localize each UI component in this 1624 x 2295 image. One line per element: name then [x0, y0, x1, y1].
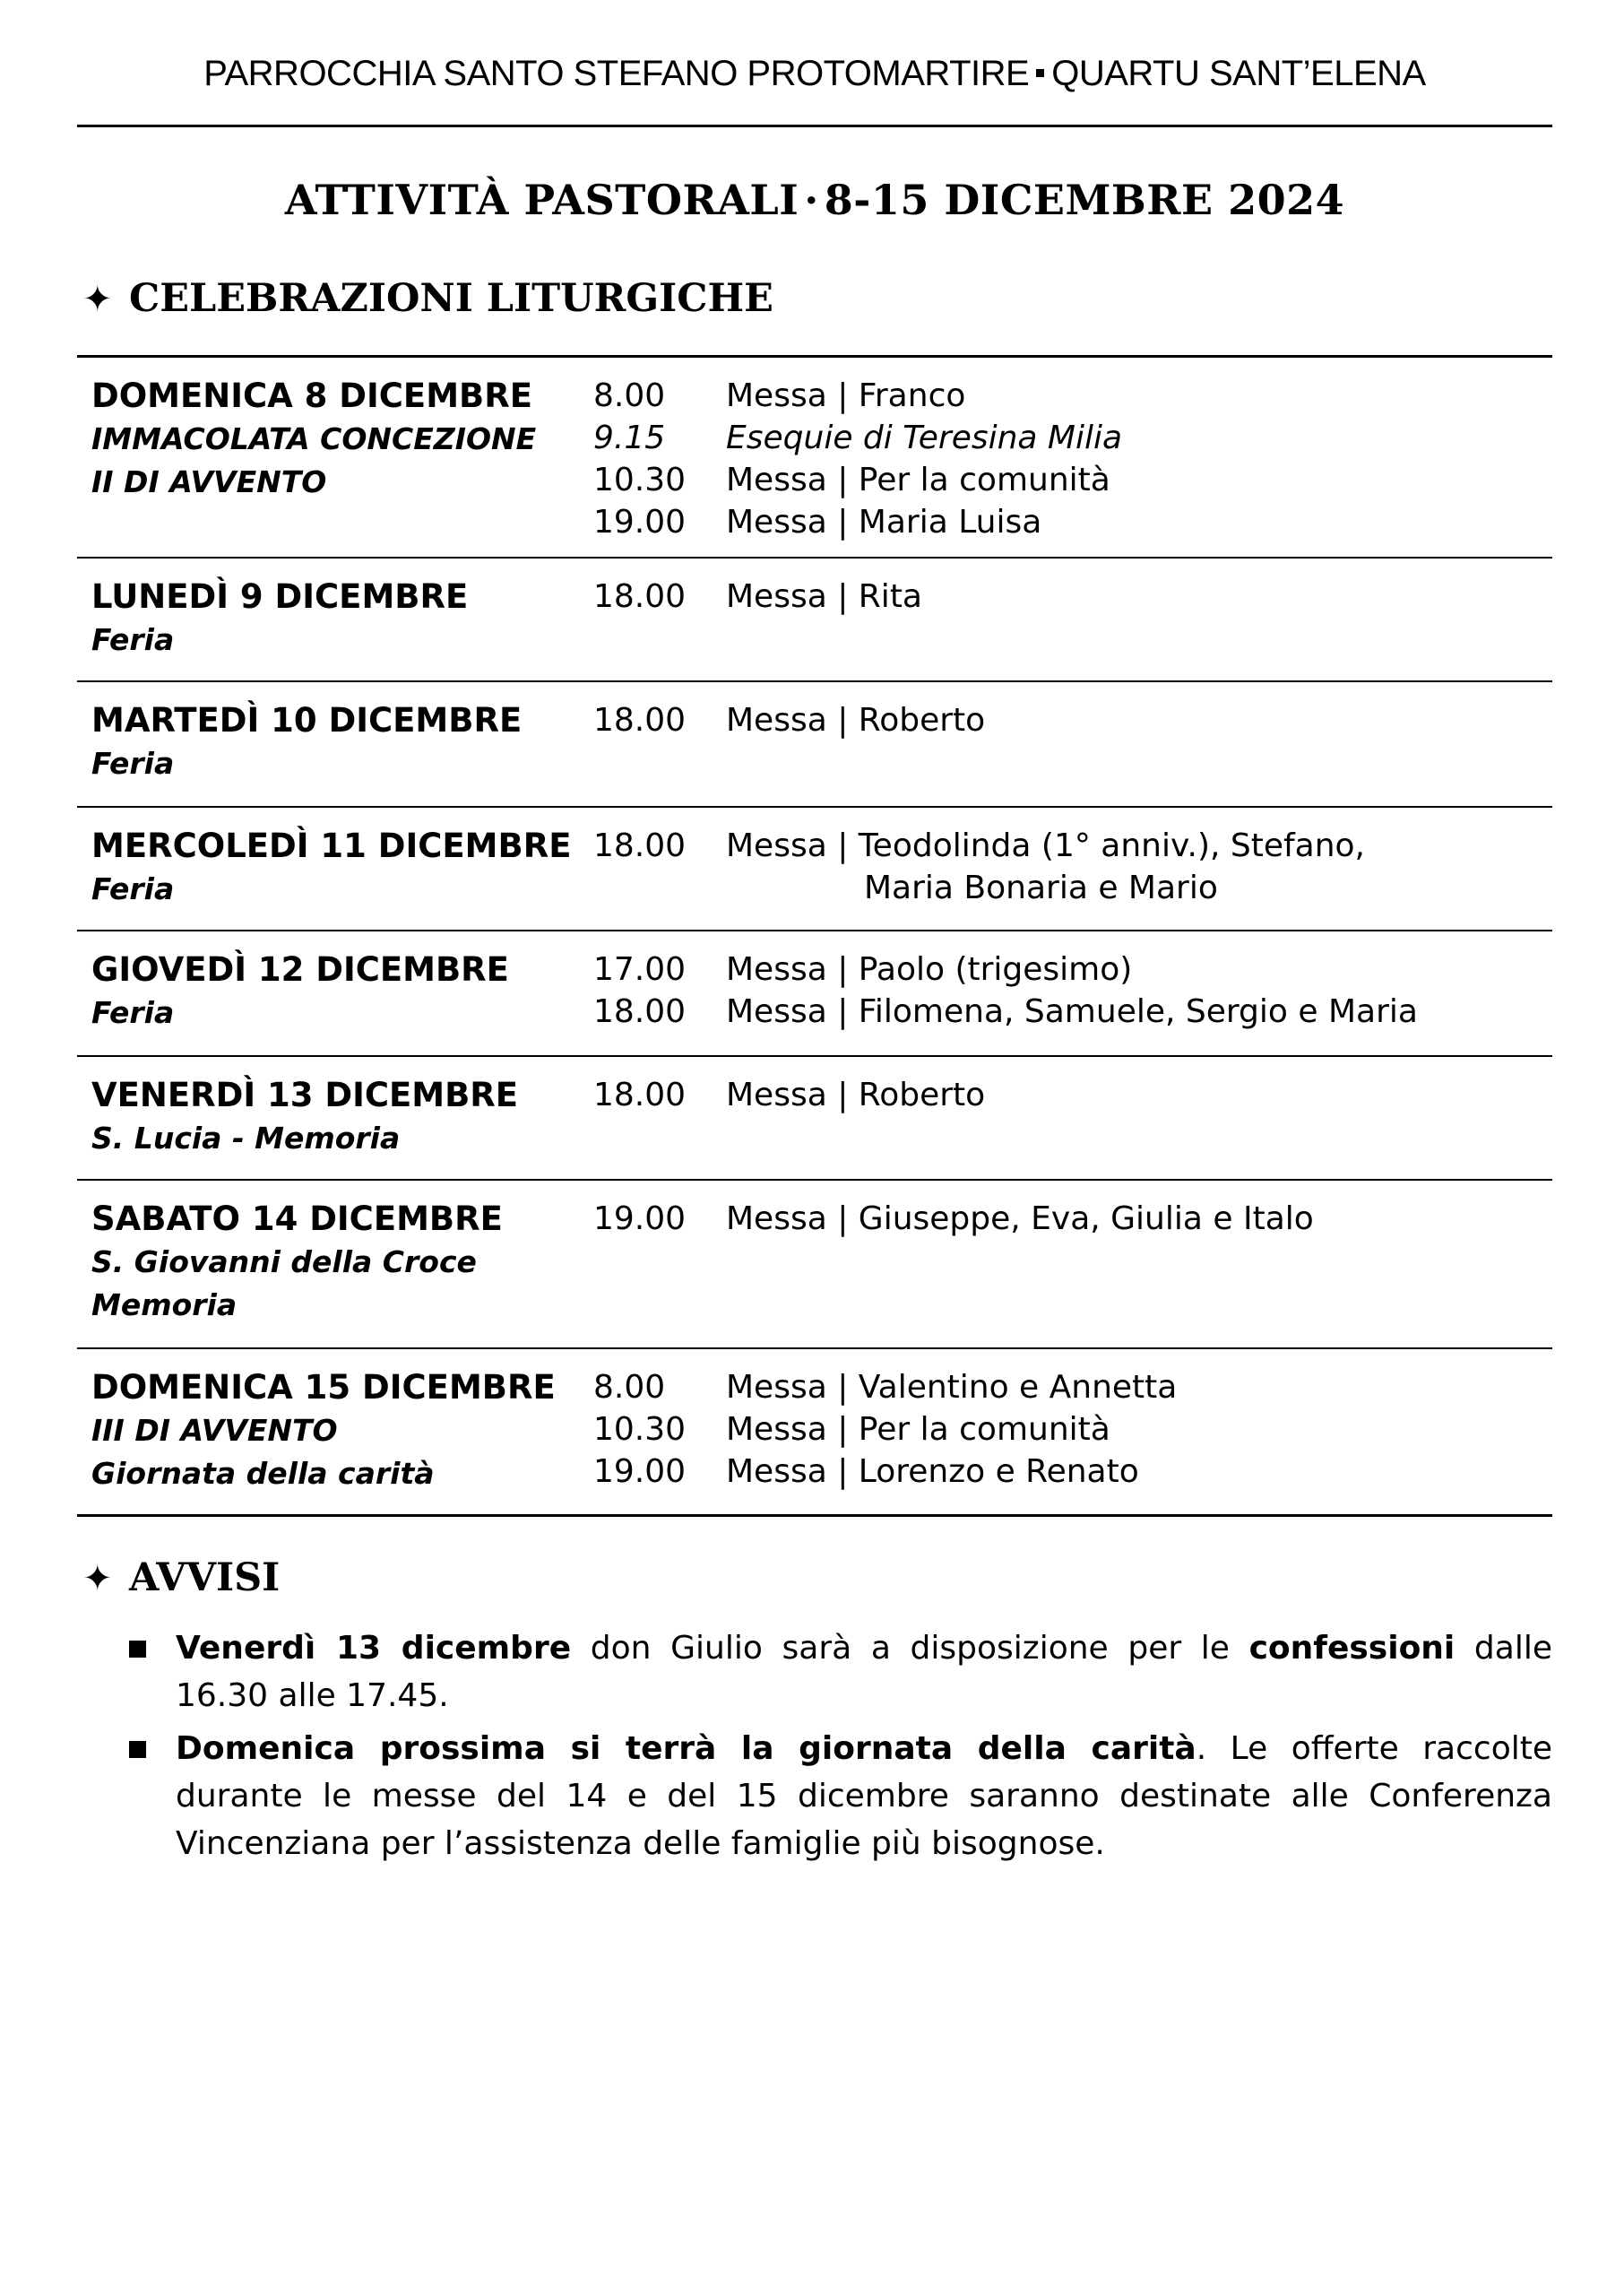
- notice-emphasis: confessioni: [1248, 1630, 1456, 1667]
- parish-header: [77, 56, 1552, 91]
- separator-dot: [1036, 69, 1044, 77]
- row-divider: [77, 557, 1552, 559]
- mass-time: 9.15: [593, 420, 666, 456]
- mass-intention: Messa | Roberto: [726, 1077, 986, 1113]
- mass-time: 18.00: [593, 702, 687, 739]
- mass-entry: [593, 375, 1543, 417]
- star-icon: ✦: [82, 1558, 113, 1599]
- notice-text: dalle 16.30 alle 17.45.: [176, 1630, 1552, 1714]
- mass-time: 18.00: [593, 827, 687, 864]
- day-liturgical-note: IMMACOLATA CONCEZIONE: [91, 421, 537, 456]
- mass-list: [593, 1074, 1543, 1116]
- mass-intention: Messa | Paolo (trigesimo): [726, 951, 1133, 988]
- mass-intention: Messa | Per la comunità: [726, 462, 1110, 498]
- square-bullet-icon: [129, 1641, 146, 1658]
- table-bottom-rule: [77, 1514, 1552, 1517]
- mass-time: 19.00: [593, 504, 687, 541]
- mass-list: [593, 576, 1543, 618]
- page-title: [77, 176, 1552, 224]
- mass-time: 10.30: [593, 1411, 687, 1448]
- day-name: DOMENICA 8 DICEMBRE: [91, 377, 532, 415]
- mass-entry: [593, 1074, 1543, 1116]
- mass-time: 19.00: [593, 1200, 687, 1237]
- square-bullet-icon: [129, 1741, 146, 1758]
- day-info: [91, 1074, 593, 1160]
- day-liturgical-note: Feria: [91, 746, 175, 781]
- row-divider: [77, 1347, 1552, 1349]
- mass-intention: Messa | Roberto: [726, 702, 986, 739]
- row-divider: [77, 1055, 1552, 1057]
- star-icon: ✦: [82, 279, 113, 320]
- day-info: [91, 576, 593, 662]
- mass-time: 18.00: [593, 993, 687, 1030]
- day-name: LUNEDÌ 9 DICEMBRE: [91, 577, 469, 616]
- mass-entry: [593, 1451, 1543, 1493]
- notice-item: [125, 1725, 1552, 1867]
- day-liturgical-note: S. Lucia - Memoria: [91, 1121, 401, 1156]
- mass-list: [593, 825, 1543, 909]
- mass-intention: Esequie di Teresina Milia: [726, 420, 1123, 456]
- header-divider: [77, 125, 1552, 127]
- day-liturgical-note: Giornata della carità: [91, 1456, 435, 1491]
- row-divider: [77, 806, 1552, 808]
- day-name: SABATO 14 DICEMBRE: [91, 1199, 503, 1238]
- mass-entry: [593, 459, 1543, 501]
- mass-time: 10.30: [593, 462, 687, 498]
- mass-intention: Messa | Rita: [726, 578, 922, 615]
- notice-text: don Giulio sarà a disposizione per le: [571, 1630, 1249, 1667]
- notice-emphasis: Domenica prossima si terrà la giornata della carità: [176, 1730, 1196, 1767]
- mass-entry: [593, 1198, 1543, 1240]
- mass-intention: Messa | Lorenzo e Renato: [726, 1453, 1139, 1490]
- day-info: [91, 1366, 593, 1495]
- day-liturgical-note: II DI AVVENTO: [91, 464, 327, 499]
- mass-time: 8.00: [593, 377, 666, 414]
- title-dates: 8-15 DICEMBRE 2024: [824, 176, 1345, 224]
- day-name: DOMENICA 15 DICEMBRE: [91, 1368, 556, 1407]
- day-info: [91, 375, 593, 504]
- mass-intention: Messa | Filomena, Samuele, Sergio e Maria: [726, 993, 1418, 1030]
- mass-entry: [593, 948, 1543, 991]
- mass-entry: [593, 1366, 1543, 1408]
- day-info: [91, 948, 593, 1035]
- day-name: GIOVEDÌ 12 DICEMBRE: [91, 950, 509, 989]
- day-name: VENERDÌ 13 DICEMBRE: [91, 1076, 519, 1114]
- mass-entry: [593, 576, 1543, 618]
- mass-time: 17.00: [593, 951, 687, 988]
- table-top-rule: [77, 355, 1552, 358]
- mass-entry: [593, 867, 1543, 909]
- day-liturgical-note: Feria: [91, 995, 175, 1030]
- notice-text: . Le offerte raccolte durante le messe del 14 e del 15 dicembre saranno destinate alle Conferenza Vincenziana per l’assistenza delle famiglie più bisognose.: [176, 1730, 1552, 1862]
- title-label: ATTIVITÀ PASTORALI: [284, 176, 799, 224]
- mass-entry: [593, 699, 1543, 741]
- notice-item: [125, 1624, 1552, 1719]
- mass-time: 8.00: [593, 1369, 666, 1406]
- mass-entry: [593, 825, 1543, 867]
- row-divider: [77, 930, 1552, 931]
- mass-time: 18.00: [593, 1077, 687, 1113]
- mass-list: [593, 1198, 1543, 1240]
- day-liturgical-note: Feria: [91, 622, 175, 657]
- mass-list: [593, 1366, 1543, 1493]
- mass-intention: Messa | Valentino e Annetta: [726, 1369, 1178, 1406]
- day-liturgical-note: Memoria: [91, 1287, 238, 1322]
- mass-intention: Messa | Giuseppe, Eva, Giulia e Italo: [726, 1200, 1314, 1237]
- mass-entry: [593, 501, 1543, 543]
- day-info: [91, 1198, 593, 1327]
- mass-intention: Messa | Teodolinda (1° anniv.), Stefano,: [726, 827, 1366, 864]
- mass-entry: [593, 1408, 1543, 1451]
- day-name: MERCOLEDÌ 11 DICEMBRE: [91, 827, 572, 865]
- row-divider: [77, 680, 1552, 682]
- mass-time: 18.00: [593, 578, 687, 615]
- mass-intention: Maria Bonaria e Mario: [864, 870, 1218, 906]
- celebrations-heading-text: CELEBRAZIONI LITURGICHE: [129, 276, 773, 321]
- mass-intention: Messa | Maria Luisa: [726, 504, 1042, 541]
- day-liturgical-note: Feria: [91, 871, 175, 906]
- notice-emphasis: Venerdì 13 dicembre: [176, 1630, 572, 1667]
- mass-entry: [593, 417, 1543, 459]
- day-info: [91, 699, 593, 785]
- mass-intention: Messa | Per la comunità: [726, 1411, 1110, 1448]
- mass-list: [593, 699, 1543, 741]
- mass-entry: [593, 991, 1543, 1033]
- mass-list: [593, 948, 1543, 1033]
- celebrations-heading: [82, 276, 773, 321]
- day-info: [91, 825, 593, 911]
- mass-time: 19.00: [593, 1453, 687, 1490]
- mass-list: [593, 375, 1543, 543]
- day-name: MARTEDÌ 10 DICEMBRE: [91, 701, 523, 740]
- notices-list: [125, 1624, 1552, 1873]
- day-liturgical-note: III DI AVVENTO: [91, 1413, 338, 1448]
- town-name: QUARTU SANT’ELENA: [1051, 54, 1426, 93]
- notices-heading: [82, 1555, 281, 1600]
- day-liturgical-note: S. Giovanni della Croce: [91, 1244, 477, 1279]
- mass-intention: Messa | Franco: [726, 377, 966, 414]
- row-divider: [77, 1179, 1552, 1181]
- parish-name: PARROCCHIA SANTO STEFANO PROTOMARTIRE: [203, 54, 1030, 93]
- notices-heading-text: AVVISI: [129, 1555, 281, 1600]
- title-separator: ·: [804, 176, 819, 224]
